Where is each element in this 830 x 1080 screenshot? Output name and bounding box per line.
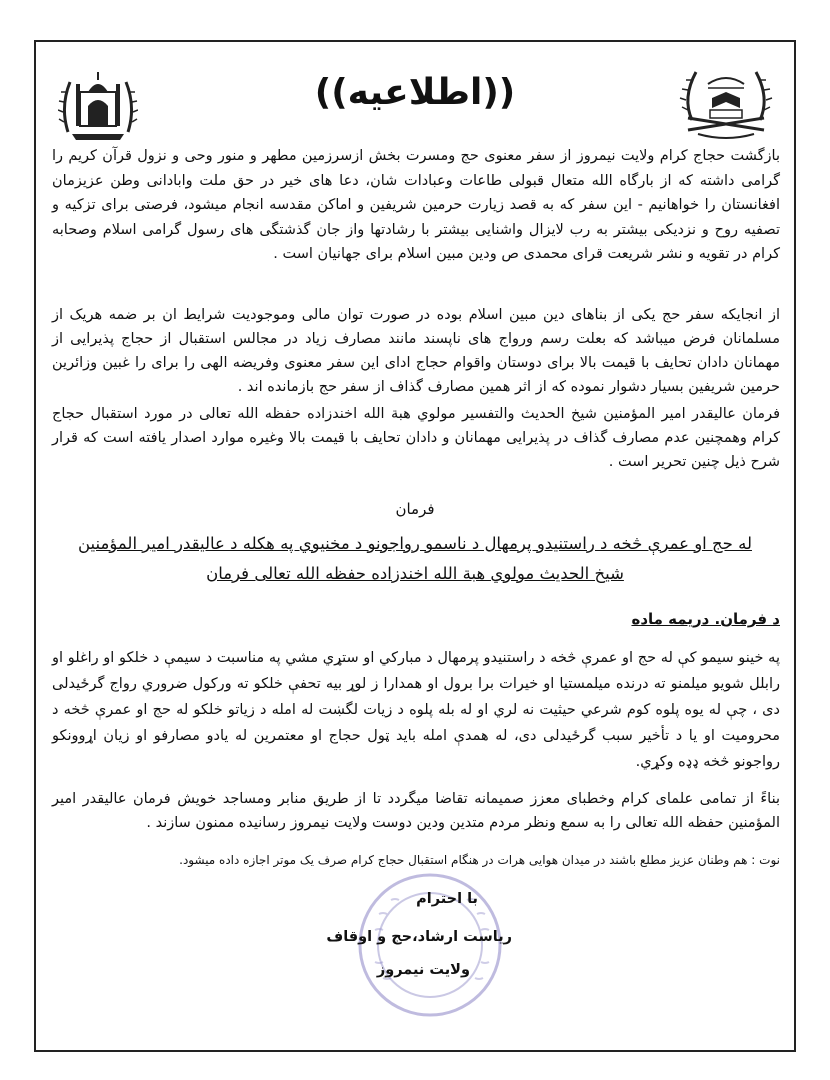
article-text: په خینو سیمو کې له حج او عمرې څخه د راستنیدو پرمهال د مبارکي او ستړي مشي په مناسبت د سیمې د خلکو او راغلو او رابلل شویو میلمنو ته درنده میلمستیا او خیرات برا برول او همدارا ز لوړ بیه تحفې خلکو ته ورکول ضروري رواج گرځیدلی دی ، چې له یوه پلوه کوم شرعي حیثیت نه لري او له بله پلوه د زیات لگښت له امله د زیاتو خلکو له حج او عمرې څخه د محرومیت او یا د تأخیر سبب گرځیدلی دی، له همدې امله باید ټول حجاج او معتمرین له یادو مصارفو او زیان اړوونکو رواجونو څخه ډډه وکړي. [52, 650, 780, 770]
note-text: نوت : هم وطنان عزیز مطلع باشند در میدان هوایی هرات در هنگام استقبال حجاج کرام صرف یک موتر اجازه داده میشود. [179, 853, 780, 867]
signature-province: ولایت نیمروز [376, 962, 470, 978]
signature-office: ریاست ارشاد،حج و اوقاف [326, 929, 512, 945]
intro-paragraph: بازگشت حجاج کرام ولایت نیمروز از سفر معنوی حج ومسرت بخش ازسرزمین مطهر و منور وحی و نزول قرآن کریم را گرامی داشته که از بارگاه الله متعال قبولی طاعات وعبادات شان، دعا های خیر در حق ملت وابادانی وطن عزیزمان افغانستان را خواهانیم - این سفر که به قصد زیارت حرمین شریفین و اماکن مقدسه انجام میشود، فرصتی برای تزکیه و تصفیه روح و نزدیکی بیشتر به رب لایزال واشنایی بیشتر با رشادتها واز جان گذشتگی های رسول گرامی اسلام وصحابه کرام در تقویه و نشر شریعت قرای محمدی ص ودین مبین اسلام برای جهانیان است . [52, 148, 780, 262]
article-heading: د فرمان. دریمه ماده [631, 610, 780, 628]
decree-title-line-1: له حج او عمرې څخه د راستنیدو پرمهال د ناسمو رواجونو د مخنیوي په هکله د عالیقدر امیر المؤمنین [78, 534, 752, 553]
hajj-obligation-paragraph: از انجایکه سفر حج یکی از بناهای دین مبین اسلام بوده در صورت توان مالی وموجودیت شرایط ان بر ضمه هریک از مسلمانان فرض میباشد که بعلت رسم ورواج های ناپسند مانند مصارف زیاد در مجالس استقبال از حجاج پذیرایی از مهمانان دادان تحایف با قیمت بالا برای دوستان واقوام حجاج ادای این سفر معنوی وفریضه الهی را برای را غبین وزائرین حرمین شریفین بسیار دشوار نموده که از اثر همین مصارف گذاف از سفر حج بازمانده اند . [52, 307, 780, 395]
signature-closing: با احترام [416, 891, 478, 907]
decree-reference-paragraph: فرمان عالیقدر امیر المؤمنین شیخ الحدیث والتفسیر مولوي هبة الله اخندزاده حفظه الله تعالی در مورد استقبال حجاج کرام وهمچنین عدم مصارف گذاف در پذیرایی مهمانان و دادان تحایف با قیمت بالا وغیره موارد اصدار یافته است که قرار شرح ذیل چنین تحریر است . [52, 406, 780, 470]
farman-label: فرمان [395, 500, 435, 518]
closing-paragraph: بناءً از تمامی علمای کرام وخطبای معزز صمیمانه تقاضا میگردد تا از طریق منابر ومساجد خویش فرمان عالیقدر امیر المؤمنین حفظه الله تعالی را به سمع ونظر مردم متدین ودین دوست ولایت نیمروز رسانیده ممنون سازند . [52, 791, 780, 831]
decree-title-line-2: شیخ الحدیث مولوي هبة الله اخندزاده حفظه الله تعالی فرمان [206, 564, 624, 583]
notice-title: ((اطلاعیه)) [314, 72, 516, 113]
